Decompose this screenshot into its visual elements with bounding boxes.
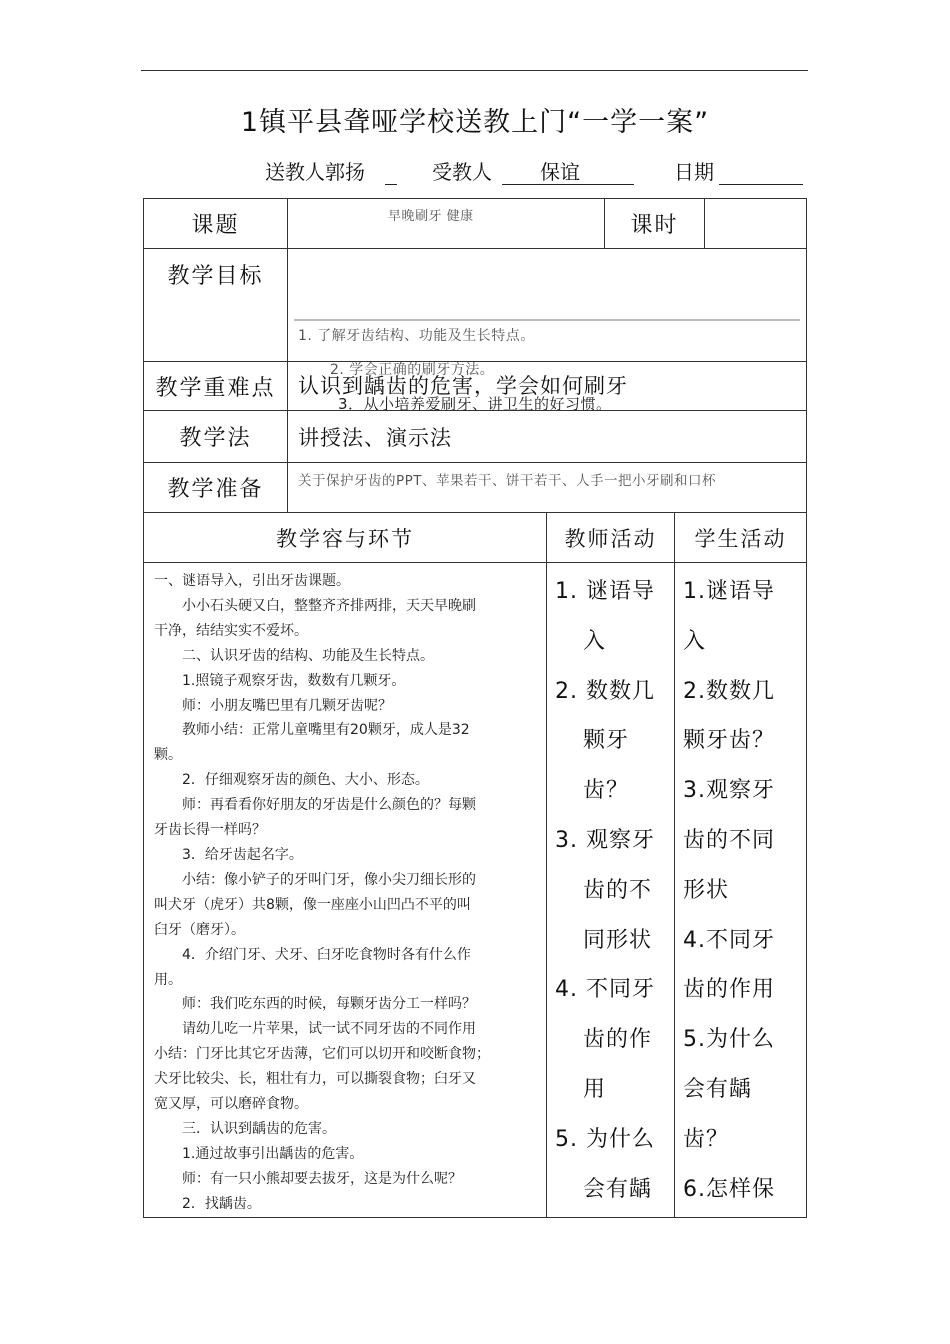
content-line: 三．认识到龋齿的危害。 (182, 1120, 336, 1137)
teaching-process-table (143, 512, 807, 1218)
student-activity-line: 4.不同牙 (683, 927, 775, 953)
topic-label: 课题 (144, 199, 288, 249)
student-activity-line: 5.为什么 (683, 1027, 775, 1053)
method-label: 教学法 (144, 411, 288, 463)
content-line: 2．找龋齿。 (182, 1195, 261, 1212)
student-activity-line: 6.怎样保 (683, 1176, 775, 1202)
date-label: 日期 (674, 160, 714, 184)
content-line: 师：再看看你好朋友的牙齿是什么颜色的？每颗 (182, 797, 476, 814)
content-line: 1.照镜子观察牙齿，数数有几颗牙。 (182, 672, 406, 689)
content-line: 3．给牙齿起名字。 (182, 846, 303, 863)
goal-item: 3．从小培养爱刷牙、讲卫生的好习惯。 (338, 395, 612, 413)
student-activity-line: 1.谜语导 (683, 579, 775, 604)
teacher-activity-line: 用 (583, 1076, 607, 1102)
content-line: 二、认识牙齿的结构、功能及生长特点。 (182, 647, 434, 664)
topic-value: 早晚刷牙 健康 (288, 199, 605, 249)
content-line: 宽又厚，可以磨碎食物。 (154, 1096, 308, 1113)
receiver-label: 受教人 (432, 160, 492, 184)
sender-label: 送教人郭扬 (265, 160, 365, 184)
content-line: 师：有一只小熊却要去拔牙，这是为什么呢？ (182, 1170, 462, 1187)
goals-box (294, 319, 800, 321)
content-line: 叫犬牙（虎牙）共8颗，像一座座小山凹凸不平的叫 (154, 896, 471, 913)
lesson-info-table (143, 198, 807, 513)
content-line: 教师小结：正常儿童嘴里有20颗牙，成人是32 (182, 722, 470, 739)
student-activity-line: 齿的不同 (683, 827, 776, 853)
content-line: 牙齿长得一样吗？ (154, 822, 266, 839)
teacher-activity-line: 5. 为什么 (555, 1126, 655, 1152)
content-line: 2．仔细观察牙齿的颜色、大小、形态。 (182, 772, 429, 789)
content-line: 干净，结结实实不爱坏。 (154, 622, 308, 639)
content-line: 4．介绍门牙、犬牙、臼牙吃食物时各有什么作 (182, 946, 471, 963)
goals-label: 教学目标 (144, 249, 288, 362)
content-line: 犬牙比较尖、长，粗壮有力，可以撕裂食物；臼牙又 (154, 1071, 476, 1088)
teacher-activity-line: 4. 不同牙 (555, 977, 655, 1003)
prep-label: 教学准备 (144, 463, 288, 513)
teacher-activity-line: 会有龋 (583, 1176, 653, 1202)
student-activity-line: 会有龋 (683, 1076, 753, 1102)
goal-item: 1. 了解牙齿结构、功能及生长特点。 (298, 328, 535, 344)
period-value (705, 199, 807, 249)
student-activity-line: 形状 (683, 877, 730, 903)
content-line: 用。 (154, 971, 182, 988)
content-line: 1.通过故事引出龋齿的危害。 (182, 1145, 364, 1162)
difficulty-label: 教学重难点 (144, 362, 288, 411)
student-activity-line: 齿？ (683, 1126, 730, 1152)
teaching-content-cell (144, 563, 547, 1218)
teacher-activity-line: 齿？ (583, 778, 630, 804)
method-value: 讲授法、演示法 (288, 411, 807, 463)
content-line: 小结：像小铲子的牙叫门牙，像小尖刀细长形的 (182, 871, 476, 888)
student-activity-line: 3.观察牙 (683, 778, 775, 804)
teacher-activity-line: 2. 数数几 (555, 678, 655, 704)
teacher-activity-line: 入 (583, 628, 607, 654)
content-line: 臼牙（磨牙）。 (154, 921, 245, 938)
content-line: 师：小朋友嘴巴里有几颗牙齿呢？ (182, 697, 392, 714)
student-activity-line: 2.数数几 (683, 678, 775, 704)
difficulty-value: 认识到龋齿的危害，学会如何刷牙 (288, 362, 807, 411)
receiver-value: 保谊 (540, 160, 580, 184)
teacher-activity-cell (547, 563, 675, 1218)
content-line: 师：我们吃东西的时候，每颗牙齿分工一样吗？ (182, 996, 476, 1013)
student-activity-line: 入 (683, 628, 707, 654)
date-underline (719, 184, 803, 185)
content-line: 一、谜语导入，引出牙齿课题。 (154, 573, 350, 589)
teacher-activity-line: 同形状 (583, 927, 653, 953)
teacher-activity-line: 齿的不 (583, 877, 653, 903)
content-line: 颗。 (154, 747, 182, 764)
content-line: 请幼儿吃一片苹果，试一试不同牙齿的不同作用 (182, 1021, 476, 1038)
student-header: 学生活动 (675, 513, 807, 563)
teacher-activity-line: 1. 谜语导 (555, 579, 655, 604)
content-header: 教学容与环节 (144, 513, 547, 563)
teacher-header: 教师活动 (547, 513, 675, 563)
content-line: 小小石头硬又白，整整齐齐排两排，天天早晚刷 (182, 597, 476, 614)
student-activity-line: 颗牙齿？ (683, 728, 776, 754)
student-activity-cell (675, 563, 807, 1218)
document-title: 1镇平县聋哑学校送教上门“一学一案” (240, 107, 710, 138)
teacher-activity-line: 3. 观察牙 (555, 827, 655, 853)
content-line: 小结：门牙比其它牙齿薄，它们可以切开和咬断食物； (154, 1046, 490, 1063)
period-label: 课时 (605, 199, 705, 249)
student-activity-line: 齿的作用 (683, 977, 776, 1003)
teacher-activity-line: 齿的作 (583, 1027, 653, 1053)
prep-value: 关于保护牙齿的PPT、苹果若干、饼干若干、人手一把小牙刷和口杯 (288, 463, 807, 513)
sender-underline (385, 184, 397, 185)
teacher-activity-line: 颗牙 (583, 728, 630, 754)
header-rule (141, 70, 808, 71)
goal-item: 2. 学会正确的刷牙方法。 (330, 362, 495, 378)
